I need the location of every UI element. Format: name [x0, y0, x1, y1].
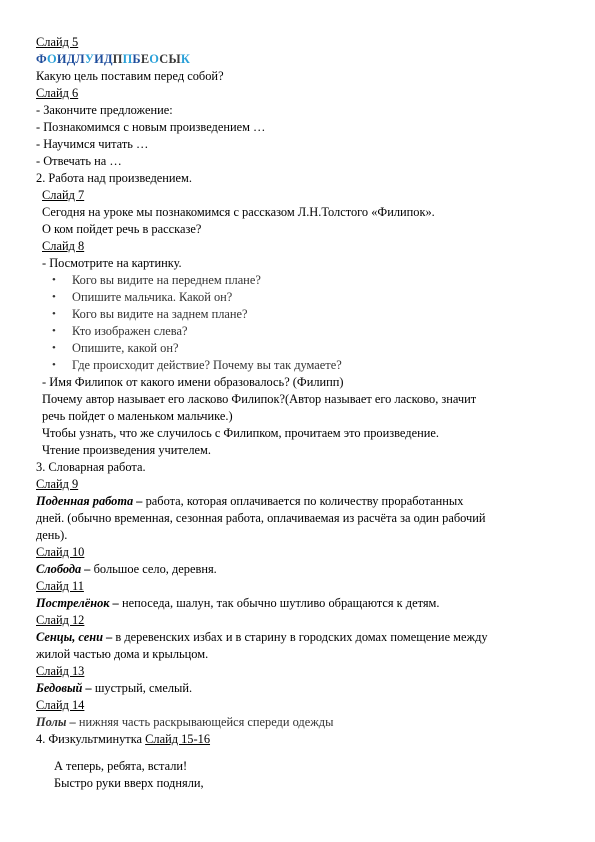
term: Слобода –: [36, 562, 91, 576]
definition-line: [36, 561, 556, 578]
term: Поденная работа –: [36, 494, 143, 508]
slide-6-label: Слайд 6: [36, 86, 79, 100]
code-letter: С: [159, 52, 169, 66]
code-letter: Д: [66, 52, 76, 66]
code-letter: П: [122, 52, 133, 66]
code-letter: П: [112, 52, 123, 66]
text-line: Чтение произведения учителем.: [42, 443, 211, 457]
list-item: • Опишите, какой он?: [36, 340, 556, 357]
slide-15-16-label: Слайд 15-16: [145, 732, 211, 746]
text-line: - Познакомимся с новым произведением …: [36, 120, 266, 134]
code-letter: О: [149, 52, 160, 66]
goal-question: Какую цель поставим перед собой?: [36, 69, 224, 83]
code-letter: К: [180, 52, 191, 66]
definition-line: [36, 629, 556, 646]
definition-text: непоседа, шалун, так обычно шутливо обращаются к детям.: [118, 596, 440, 610]
code-word: [36, 51, 556, 68]
text-line: - Закончите предложение:: [36, 103, 173, 117]
definition-line: [36, 493, 556, 510]
poem-line: А теперь, ребята, встали!: [54, 759, 188, 773]
definition-line: [36, 680, 556, 697]
code-letter: И: [56, 52, 67, 66]
document-body: [36, 34, 556, 792]
spacer: [36, 748, 556, 758]
definition-line: [36, 714, 556, 731]
definition-line: [36, 595, 556, 612]
code-letter: Б: [132, 52, 141, 66]
term: Пострелёнок –: [36, 596, 119, 610]
text-line: речь пойдет о маленьком мальчике.): [42, 409, 233, 423]
section-heading-3: 3. Словарная работа.: [36, 460, 146, 474]
definition-text: нижняя часть раскрывающейся спереди одежды: [75, 715, 334, 729]
text-line: - Научимся читать …: [36, 137, 149, 151]
text-line: - Посмотрите на картинку.: [42, 256, 182, 270]
section-heading-4: [36, 731, 556, 748]
code-letter: Д: [104, 52, 113, 66]
question-list: [36, 272, 556, 374]
poem-line: Быстро руки вверх подняли,: [54, 776, 204, 790]
slide-8-label: Слайд 8: [42, 239, 85, 253]
list-item: • Кого вы видите на заднем плане?: [36, 306, 556, 323]
text-line: день).: [36, 528, 68, 542]
text-line: Сегодня на уроке мы познакомимся с рассказом Л.Н.Толстого «Филипок».: [42, 205, 435, 219]
text-line: - Отвечать на …: [36, 154, 122, 168]
definition-text: шустрый, смелый.: [91, 681, 193, 695]
text-line: Чтобы узнать, что же случилось с Филипком, прочитаем это произведение.: [42, 426, 439, 440]
list-item: • Опишите мальчика. Какой он?: [36, 289, 556, 306]
code-letter: Е: [140, 52, 150, 66]
definition-text: работа, которая оплачивается по количеству проработанных: [142, 494, 464, 508]
slide-9-label: Слайд 9: [36, 477, 79, 491]
code-letter: Ы: [168, 52, 181, 66]
list-item: • Где происходит действие? Почему вы так думаете?: [36, 357, 556, 374]
text-line: дней. (обычно временная, сезонная работа, оплачиваемая из расчёта за один рабочий: [36, 511, 486, 525]
slide-5-label: Слайд 5: [36, 35, 79, 49]
code-letter: У: [84, 52, 95, 66]
section-heading-text: 4. Физкультминутка: [36, 732, 146, 746]
list-item: • Кто изображен слева?: [36, 323, 556, 340]
section-heading-2: 2. Работа над произведением.: [36, 171, 192, 185]
slide-13-label: Слайд 13: [36, 664, 85, 678]
slide-11-label: Слайд 11: [36, 579, 84, 593]
term: Бедовый –: [36, 681, 92, 695]
term: Сенцы, сени –: [36, 630, 113, 644]
code-letter: О: [47, 52, 57, 66]
slide-7-label: Слайд 7: [42, 188, 85, 202]
list-item: • Кого вы видите на переднем плане?: [36, 272, 556, 289]
text-line: - Имя Филипок от какого имени образовалось? (Филипп): [42, 375, 344, 389]
definition-text: большое село, деревня.: [90, 562, 217, 576]
code-letter: Л: [75, 52, 85, 66]
slide-14-label: Слайд 14: [36, 698, 85, 712]
text-line: жилой частью дома и крыльцом.: [36, 647, 209, 661]
text-line: О ком пойдет речь в рассказе?: [42, 222, 202, 236]
term: Полы –: [36, 715, 76, 729]
slide-12-label: Слайд 12: [36, 613, 85, 627]
definition-text: в деревенских избах и в старину в городских домах помещение между: [112, 630, 488, 644]
code-letter: И: [94, 52, 104, 66]
code-letter: Ф: [36, 52, 47, 66]
slide-10-label: Слайд 10: [36, 545, 85, 559]
text-line: Почему автор называет его ласково Филипок?(Автор называет его ласково, значит: [42, 392, 477, 406]
